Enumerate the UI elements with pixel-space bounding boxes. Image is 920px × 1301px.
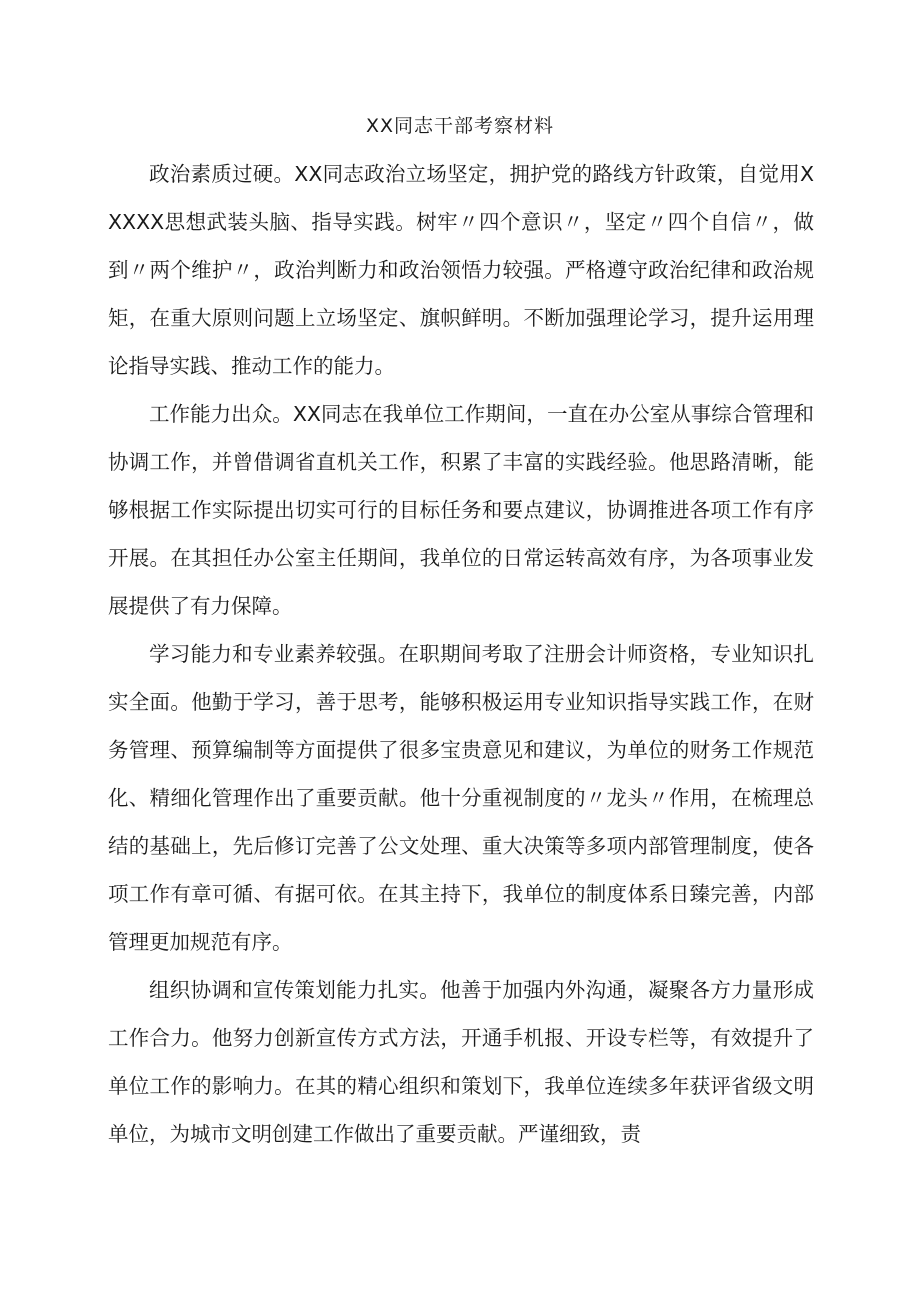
- document-body: [108, 150, 814, 1158]
- paragraph-learning-ability: 学习能力和专业素养较强。在职期间考取了注册会计师资格，专业知识扎实全面。他勤于学习，善于思考，能够积极运用专业知识指导实践工作，在财务管理、预算编制等方面提供了很多宝贵意见和建议，为单位的财务工作规范化、精细化管理作出了重要贡献。他十分重视制度的〃龙头〃作用，在梳理总结的基础上，先后修订完善了公文处理、重大决策等多项内部管理制度，使各项工作有章可循、有据可依。在其主持下，我单位的制度体系日臻完善，内部管理更加规范有序。: [108, 642, 814, 954]
- paragraph-coordination-ability: 组织协调和宣传策划能力扎实。他善于加强内外沟通，凝聚各方力量形成工作合力。他努力创新宣传方式方法，开通手机报、开设专栏等，有效提升了单位工作的影响力。在其的精心组织和策划下，我单位连续多年获评省级文明单位，为城市文明创建工作做出了重要贡献。严谨细致，责: [108, 978, 814, 1146]
- document-title: XX同志干部考察材料: [365, 115, 555, 137]
- paragraph-political-quality: 政治素质过硬。XX同志政治立场坚定，拥护党的路线方针政策，自觉用XXXXX思想武装头脑、指导实践。树牢〃四个意识〃，坚定〃四个自信〃，做到〃两个维护〃，政治判断力和政治领悟力较强。严格遵守政治纪律和政治规矩，在重大原则问题上立场坚定、旗帜鲜明。不断加强理论学习，提升运用理论指导实践、推动工作的能力。: [108, 162, 814, 378]
- paragraph-work-ability: 工作能力出众。XX同志在我单位工作期间，一直在办公室从事综合管理和协调工作，并曾借调省直机关工作，积累了丰富的实践经验。他思路清晰，能够根据工作实际提出切实可行的目标任务和要点建议，协调推进各项工作有序开展。在其担任办公室主任期间，我单位的日常运转高效有序，为各项事业发展提供了有力保障。: [108, 402, 814, 618]
